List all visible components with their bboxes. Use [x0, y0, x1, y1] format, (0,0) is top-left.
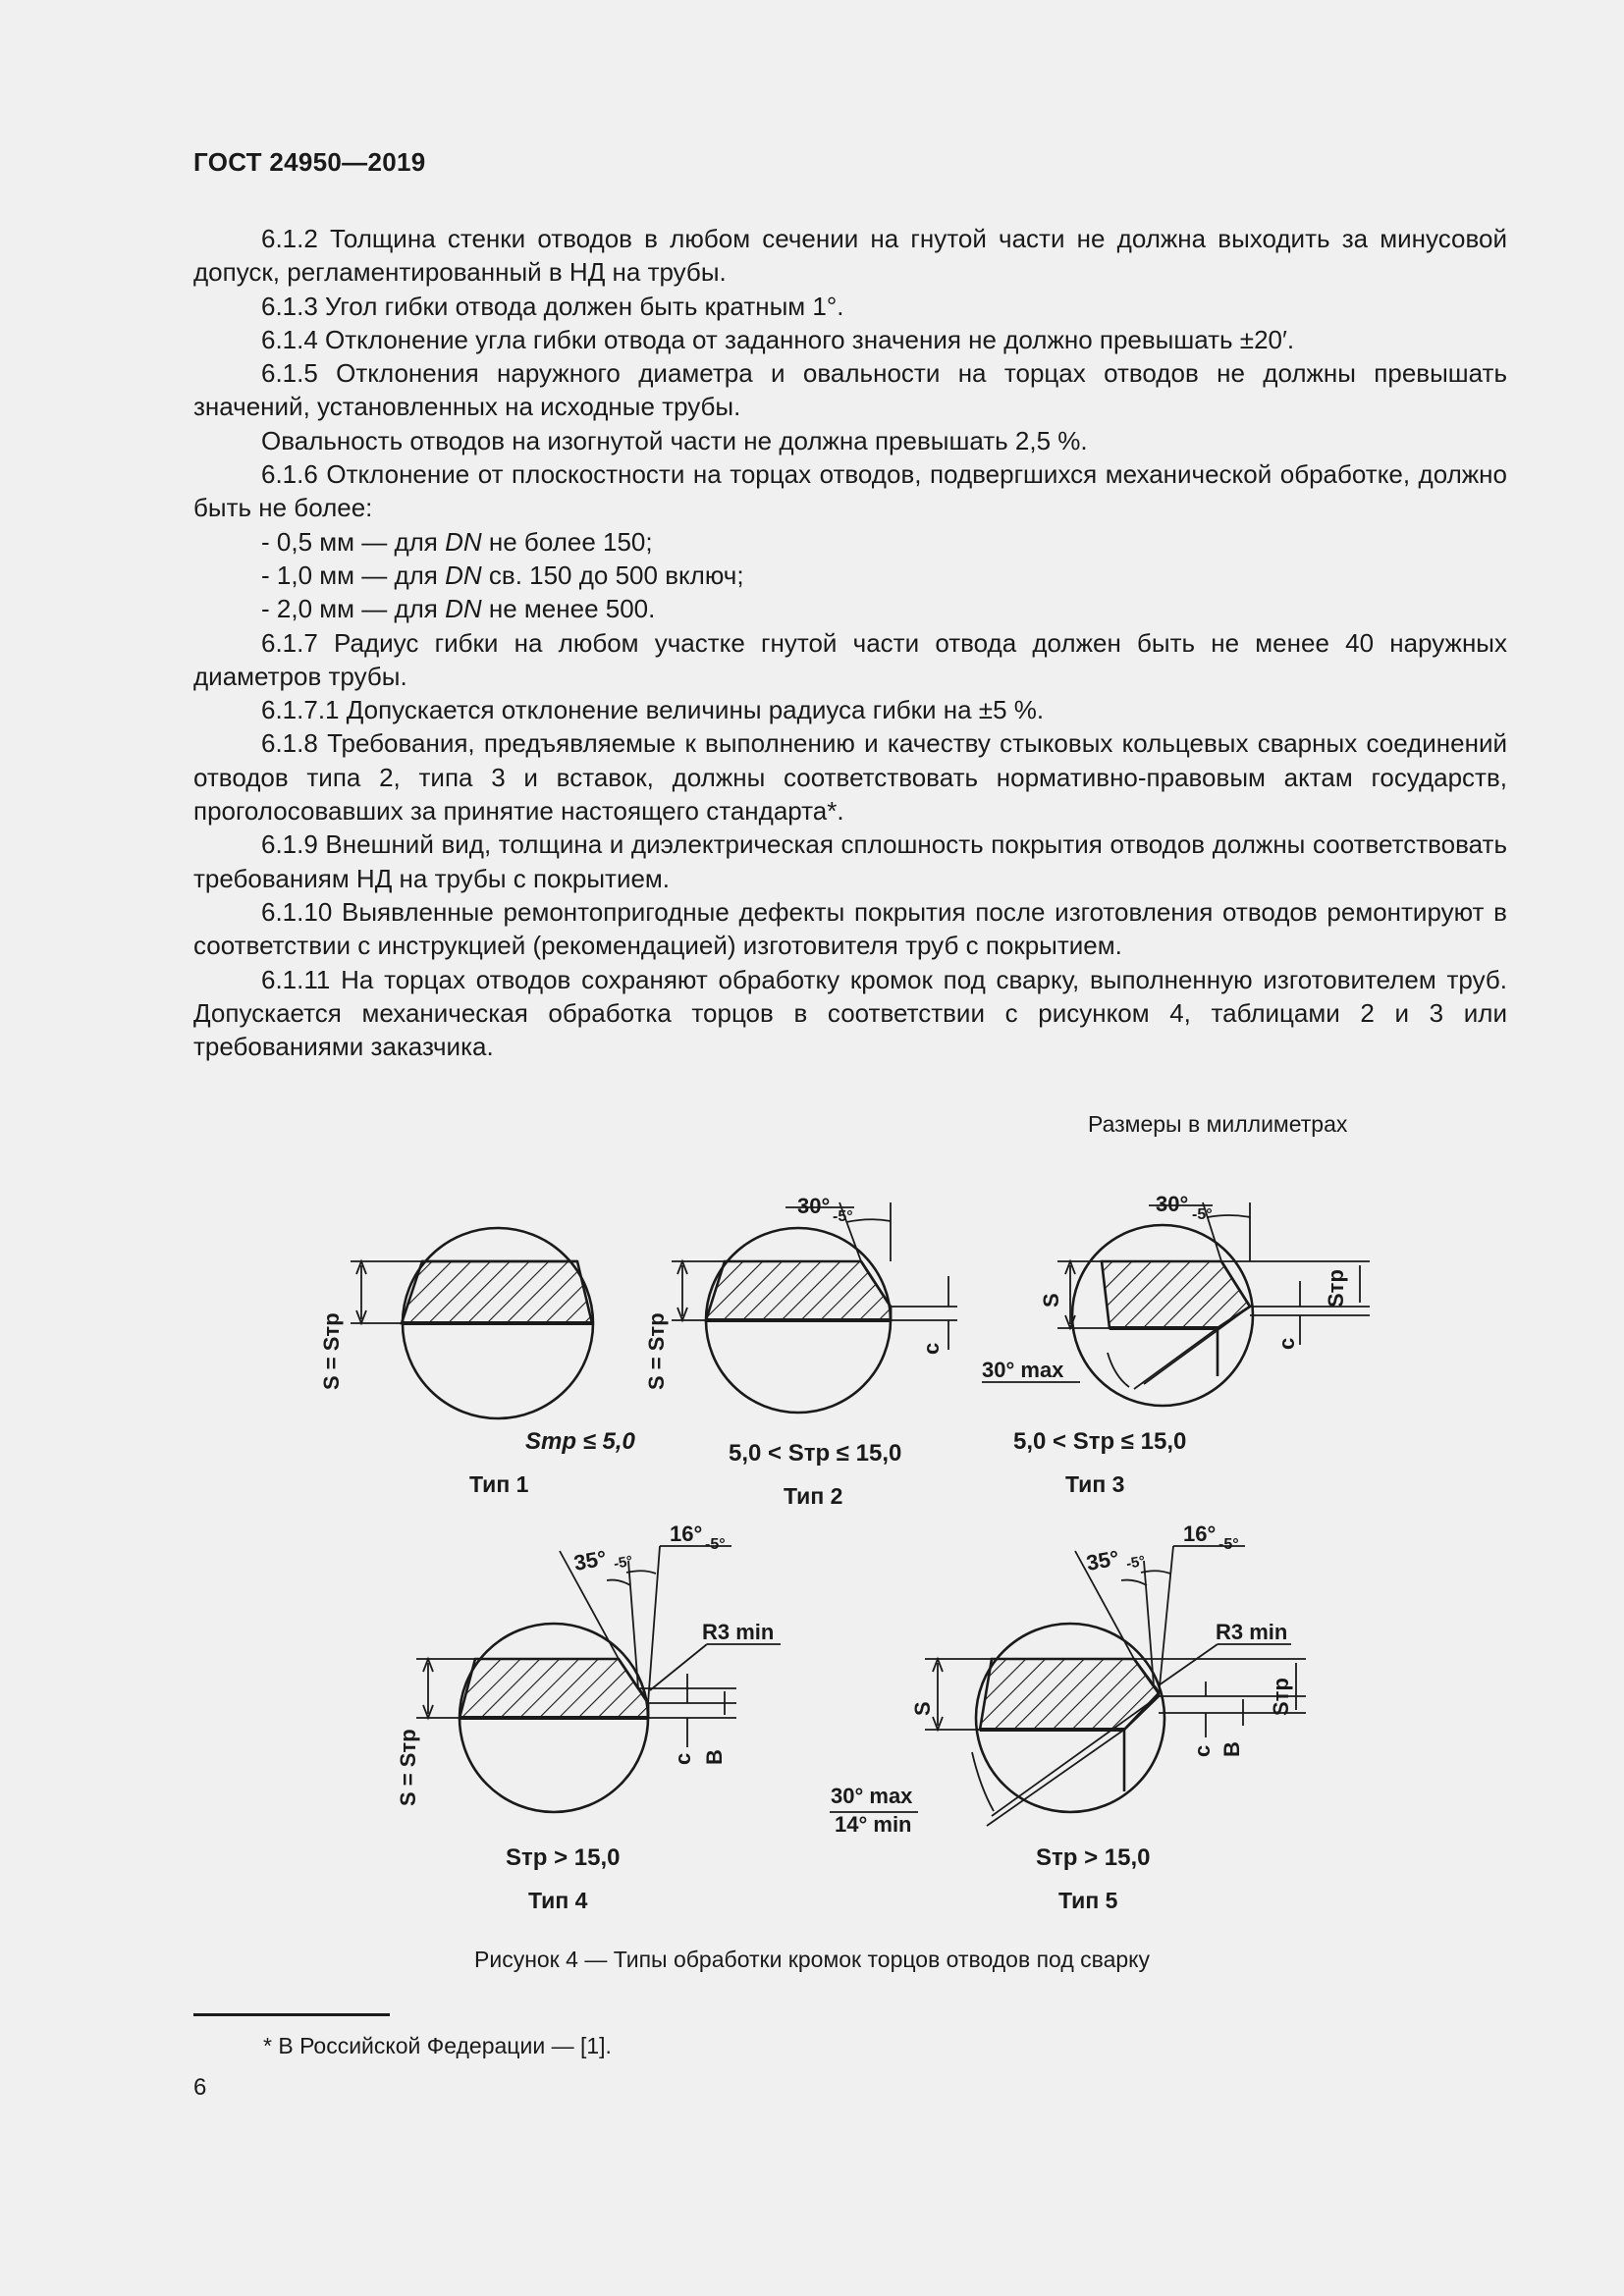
- label-c-3: c: [1274, 1337, 1299, 1350]
- label-s-eq-str-1: S = Sтр: [319, 1312, 344, 1390]
- paragraph: 6.1.5 Отклонения наружного диаметра и овальности на торцах отводов не должны превышать значений, установленных на исходные трубы.: [193, 358, 1507, 422]
- cond-type-1: Sтр ≤ 5,0: [525, 1428, 635, 1455]
- label-30max-type3: 30° max: [982, 1358, 1064, 1382]
- doc-code-header: ГОСТ 24950—2019: [193, 147, 426, 177]
- cond-type-4: Sтр > 15,0: [506, 1844, 621, 1871]
- list-item: - 0,5 мм — для DN не более 150;: [261, 526, 653, 557]
- list-item: - 1,0 мм — для DN св. 150 до 500 включ;: [261, 560, 744, 590]
- paragraph: Овальность отводов на изогнутой части не должна превышать 2,5 %.: [261, 425, 1088, 455]
- label-minus5-16-type5: -5°: [1218, 1536, 1239, 1553]
- figure-caption: Рисунок 4 — Типы обработки кромок торцов отводов под сварку: [474, 1947, 1150, 1972]
- footnote: * В Российской Федерации — [1].: [263, 2033, 612, 2058]
- paragraph: 6.1.11 На торцах отводов сохраняют обработку кромок под сварку, выполненную изготовителем труб. Допускается механическая обработка торцов в соответствии с рисунком 4, таблицами 2 и 3 или требованиями заказчика.: [193, 964, 1507, 1062]
- paragraph: 6.1.9 Внешний вид, толщина и диэлектрическая сплошность покрытия отводов должны соответствовать требованиям НД на трубы с покрытием.: [193, 829, 1507, 893]
- label-r3min-type4: R3 min: [702, 1620, 775, 1644]
- name-type-3: Тип 3: [1065, 1471, 1125, 1497]
- body-text: [193, 222, 1507, 1063]
- paragraph: 6.1.3 Угол гибки отвода должен быть кратным 1°.: [261, 291, 844, 321]
- paragraph: 6.1.7.1 Допускается отклонение величины радиуса гибки на ±5 %.: [261, 695, 1045, 725]
- label-c-4: c: [671, 1752, 695, 1765]
- label-b-5: B: [1219, 1741, 1244, 1757]
- label-30-type3: 30°: [1156, 1192, 1189, 1216]
- label-minus5-35-type4: -5°: [612, 1552, 634, 1573]
- label-minus5-16-type4: -5°: [705, 1536, 726, 1553]
- label-35-type4: 35°: [571, 1545, 609, 1575]
- figure-4-drawing: [0, 1148, 1624, 1934]
- label-r3min-type5: R3 min: [1216, 1620, 1288, 1644]
- label-s-3: S: [1039, 1293, 1063, 1308]
- label-s-5: S: [910, 1701, 935, 1716]
- type-1-drawing: [351, 1228, 593, 1418]
- page-number: 6: [193, 2074, 207, 2101]
- name-type-5: Тип 5: [1058, 1888, 1118, 1913]
- label-30-type2: 30°: [797, 1194, 831, 1218]
- name-type-4: Тип 4: [528, 1888, 588, 1913]
- paragraph: 6.1.7 Радиус гибки на любом участке гнутой части отвода должен быть не менее 40 наружных диаметров трубы.: [193, 627, 1507, 691]
- label-s-eq-str-4: S = Sтр: [396, 1729, 420, 1806]
- paragraph: 6.1.4 Отклонение угла гибки отвода от заданного значения не должно превышать ±20′.: [261, 324, 1295, 354]
- paragraph: 6.1.6 Отклонение от плоскостности на торцах отводов, подвергшихся механической обработке, должно быть не более:: [193, 459, 1507, 523]
- dimensions-note: Размеры в миллиметрах: [1088, 1111, 1348, 1137]
- label-b-4: B: [702, 1749, 727, 1765]
- label-s-eq-str-2: S = Sтр: [644, 1312, 669, 1390]
- label-minus5-35-type5: -5°: [1124, 1552, 1147, 1573]
- label-minus5-type3: -5°: [1192, 1206, 1213, 1223]
- label-str-5: Sтр: [1269, 1678, 1293, 1716]
- label-30max-type5: 30° max: [831, 1784, 913, 1808]
- label-16-type4: 16°: [670, 1522, 703, 1546]
- label-minus5-type2: -5°: [833, 1208, 853, 1225]
- label-c-5: c: [1190, 1744, 1215, 1757]
- type-2-drawing: [672, 1202, 957, 1413]
- name-type-2: Тип 2: [784, 1483, 843, 1509]
- label-str-3: Sтр: [1324, 1269, 1348, 1308]
- name-type-1: Тип 1: [469, 1471, 529, 1497]
- cond-type-2: 5,0 < Sтр ≤ 15,0: [729, 1440, 902, 1467]
- paragraph: 6.1.8 Требования, предъявляемые к выполнению и качеству стыковых кольцевых сварных соединений отводов типа 2, типа 3 и вставок, должны соответствовать нормативно-правовым актам государств, проголосовавших за принятие настоящего стандарта*.: [193, 728, 1507, 827]
- type-4-drawing: [416, 1546, 781, 1812]
- label-c-2: c: [919, 1342, 944, 1355]
- paragraph: 6.1.10 Выявленные ремонтопригодные дефекты покрытия после изготовления отводов ремонтируют в соответствии с инструкцией (рекомендацией) изготовителя труб с покрытием.: [193, 896, 1507, 961]
- label-14min-type5: 14° min: [835, 1812, 912, 1837]
- label-16-type5: 16°: [1183, 1522, 1217, 1546]
- label-35-type5: 35°: [1084, 1545, 1121, 1575]
- paragraph: 6.1.2 Толщина стенки отводов в любом сечении на гнутой части не должна выходить за минусовой допуск, регламентированный в НД на трубы.: [193, 224, 1507, 288]
- footnote-rule: [193, 2013, 390, 2016]
- cond-type-5: Sтр > 15,0: [1036, 1844, 1151, 1871]
- cond-type-3: 5,0 < Sтр ≤ 15,0: [1013, 1428, 1187, 1455]
- list-item: - 2,0 мм — для DN не менее 500.: [261, 594, 656, 624]
